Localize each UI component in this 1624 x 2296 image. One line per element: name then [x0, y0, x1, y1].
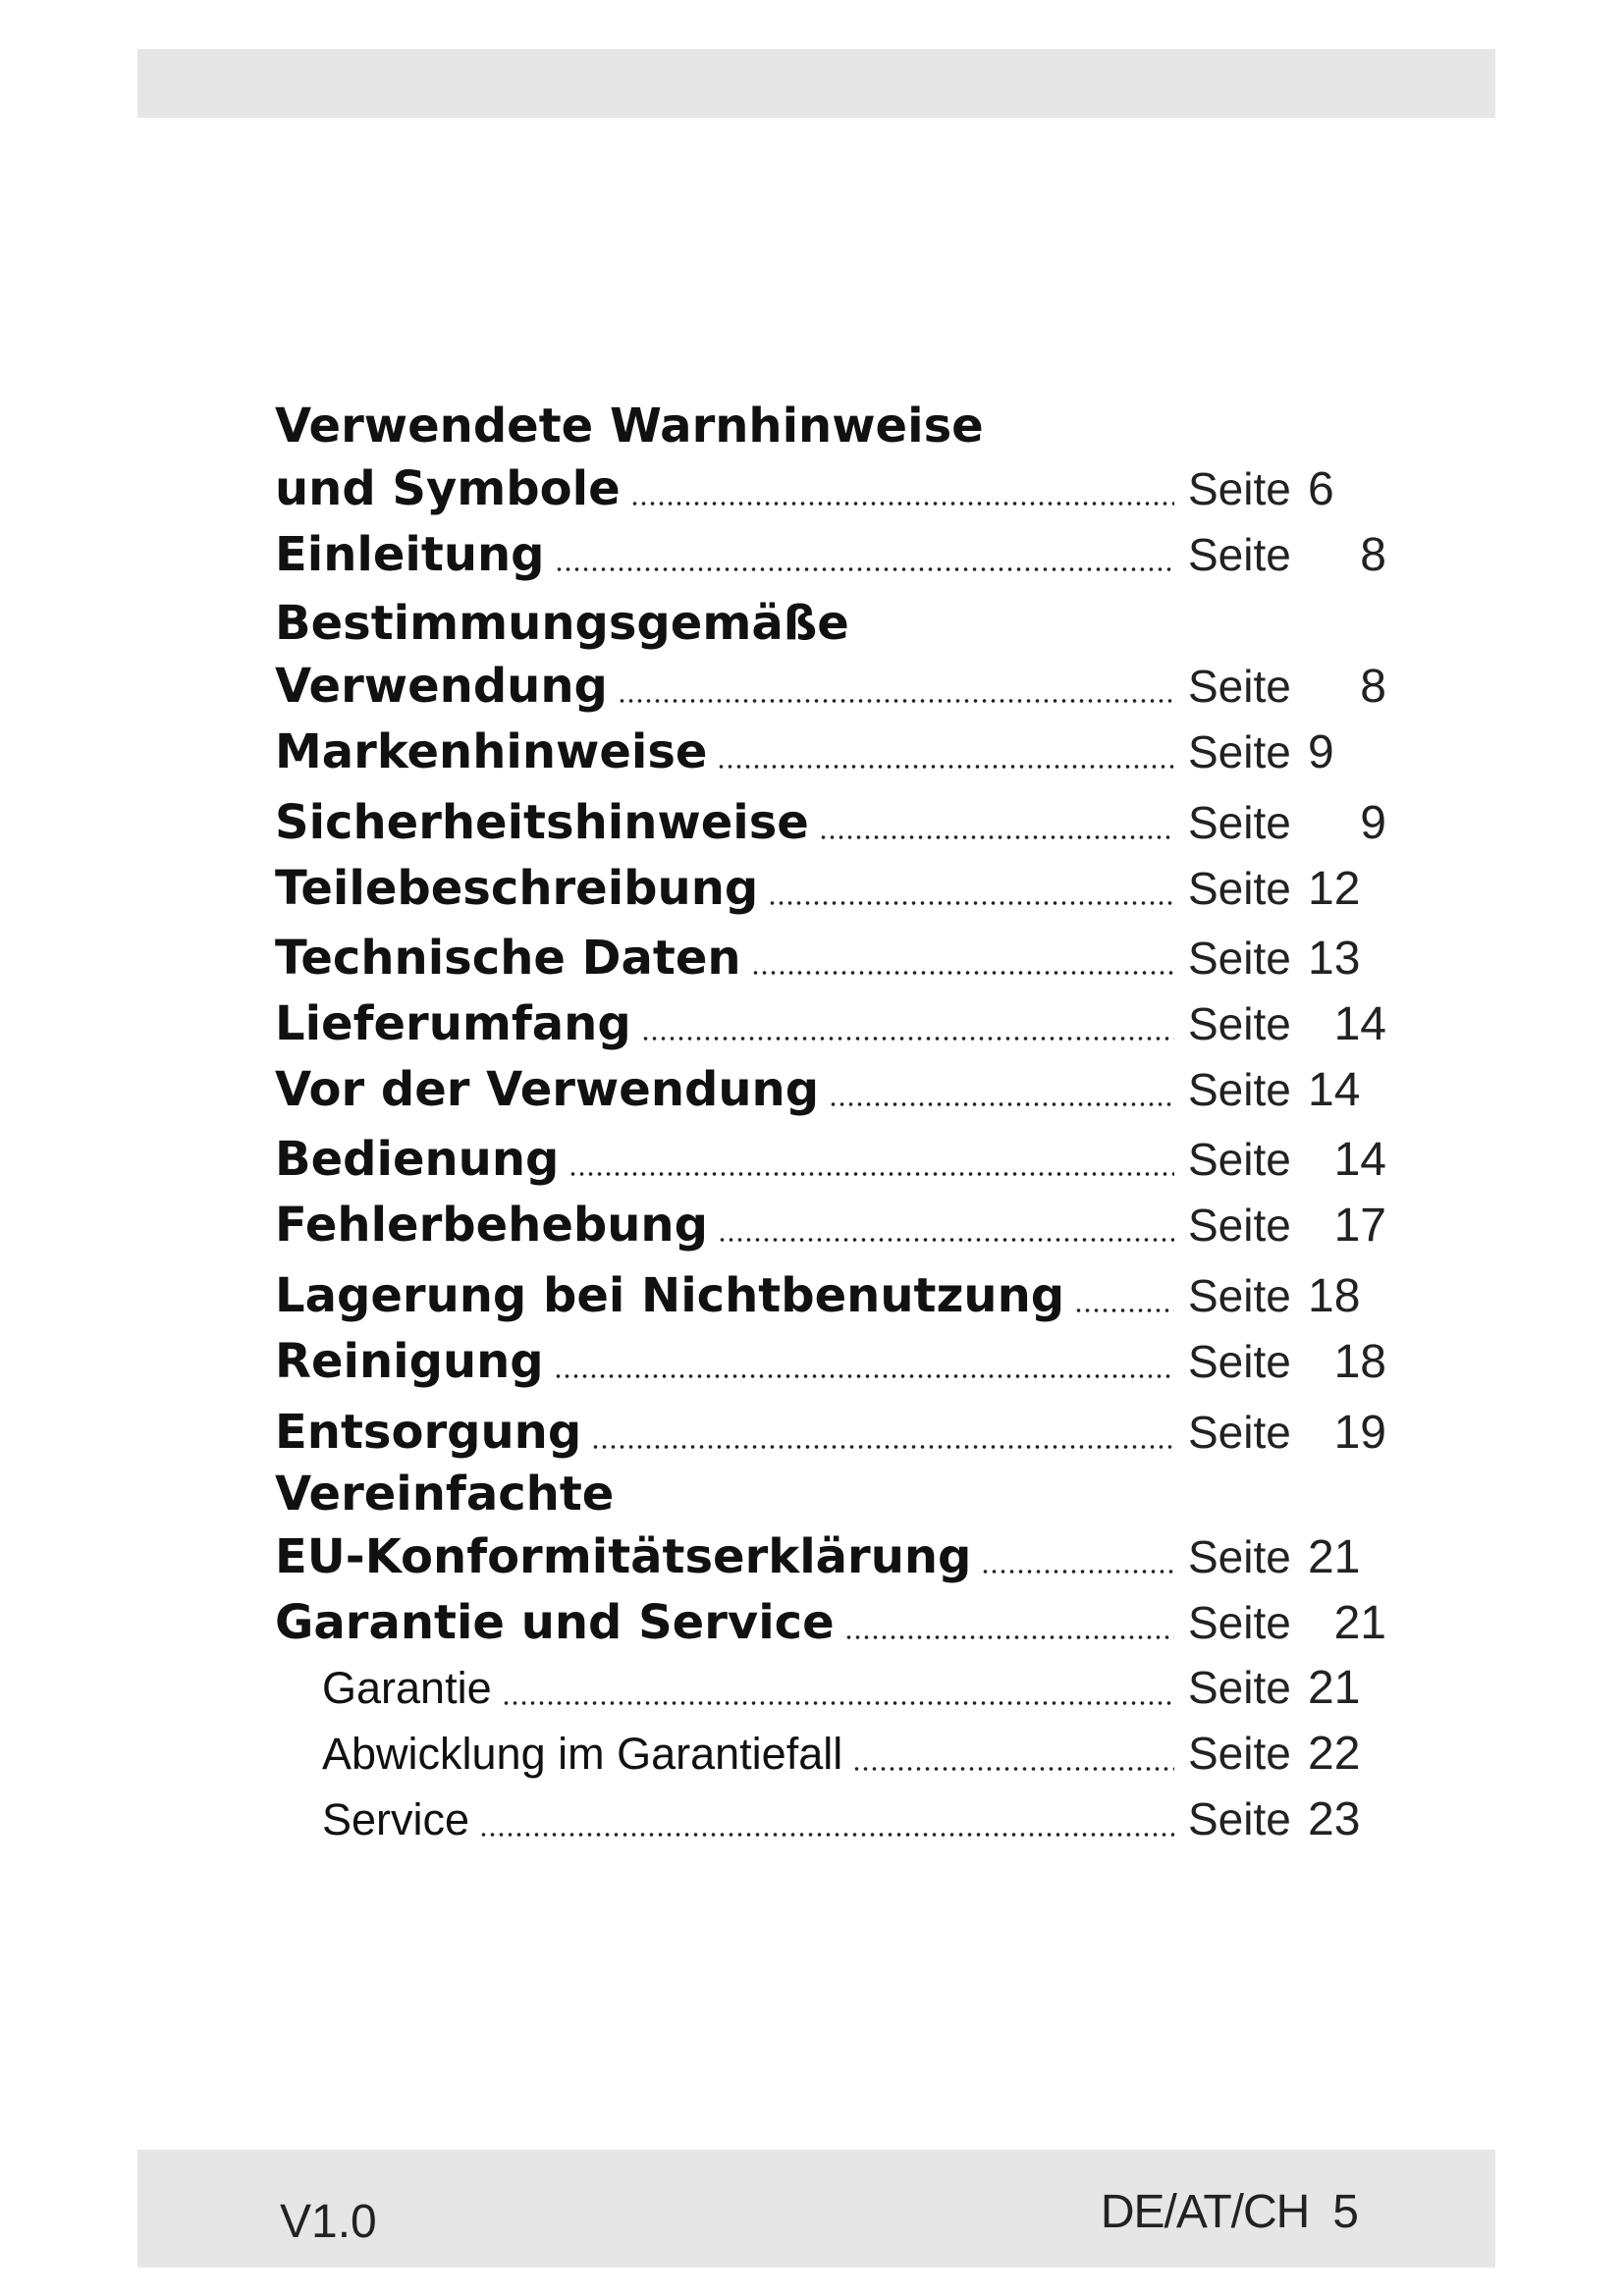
toc-entry[interactable]	[275, 1132, 1404, 1191]
page-number: 9	[1308, 726, 1334, 778]
toc-entry[interactable]	[275, 931, 1404, 989]
toc-entry-label: Einleitung	[275, 527, 545, 582]
toc-entry-label: Fehlerbehebung	[275, 1198, 708, 1253]
leader-dots	[618, 696, 1174, 706]
version-label: V1.0	[280, 2196, 377, 2248]
page-number: 6	[1308, 463, 1334, 515]
toc-entry[interactable]	[275, 1198, 1404, 1256]
toc-entry-label: EU-Konformitätserklärung	[275, 1529, 972, 1584]
leader-dots	[554, 1371, 1174, 1381]
footer-page-info	[1101, 2185, 1358, 2239]
seite-label: Seite	[1188, 726, 1291, 777]
toc-entry-label: Lagerung bei Nichtbenutzung	[275, 1268, 1065, 1323]
page-number: 19	[1333, 1407, 1386, 1459]
seite-label: Seite	[1188, 1793, 1291, 1844]
leader-dots	[829, 1099, 1174, 1109]
page-number: 8	[1360, 661, 1386, 713]
seite-label: Seite	[1188, 1407, 1291, 1458]
page-number: 23	[1308, 1793, 1361, 1845]
toc-entry-title-line1: Bestimmungsgemäße	[275, 596, 849, 651]
toc-entry-label: Markenhinweise	[275, 724, 708, 779]
page-number: 17	[1333, 1200, 1386, 1252]
leader-dots	[981, 1567, 1174, 1576]
page-number: 13	[1308, 933, 1361, 985]
leader-dots	[630, 499, 1174, 508]
seite-label: Seite	[1188, 1531, 1291, 1582]
leader-dots	[819, 832, 1174, 842]
toc-entry-label: Entsorgung	[275, 1405, 582, 1460]
leader-dots	[568, 1169, 1174, 1179]
toc-subentry-label: Garantie	[322, 1663, 492, 1713]
toc-entry[interactable]	[275, 1467, 1404, 1588]
toc-entry-label: und Symbole	[275, 461, 621, 516]
toc-entry[interactable]	[275, 1062, 1404, 1121]
seite-label: Seite	[1188, 1662, 1291, 1713]
seite-label: Seite	[1188, 1728, 1291, 1779]
toc-subentry[interactable]	[275, 1661, 1404, 1720]
page-number: 14	[1333, 998, 1386, 1050]
seite-label: Seite	[1188, 1064, 1291, 1115]
toc-entry-label: Technische Daten	[275, 931, 741, 986]
toc-entry[interactable]	[275, 724, 1404, 783]
toc-entry[interactable]	[275, 1405, 1404, 1464]
leader-dots	[852, 1764, 1174, 1774]
toc-subentry-label: Abwicklung im Garantiefall	[322, 1729, 843, 1779]
toc-entry[interactable]	[275, 527, 1404, 586]
toc-entry-label: Verwendung	[275, 659, 608, 714]
toc-subentry[interactable]	[275, 1727, 1404, 1786]
page-number: 8	[1360, 529, 1386, 581]
seite-label: Seite	[1188, 1134, 1291, 1185]
page-number: 21	[1308, 1662, 1361, 1714]
page-number: 21	[1333, 1597, 1386, 1649]
footer-page-number: 5	[1332, 2186, 1358, 2238]
leader-dots	[641, 1034, 1174, 1043]
leader-dots	[717, 762, 1174, 772]
page-number: 22	[1308, 1728, 1361, 1780]
page-number: 12	[1308, 863, 1361, 915]
seite-label: Seite	[1188, 863, 1291, 914]
toc-entry-label: Garantie und Service	[275, 1595, 835, 1650]
leader-dots	[751, 968, 1174, 978]
page-number: 18	[1333, 1336, 1386, 1388]
seite-label: Seite	[1188, 1336, 1291, 1387]
toc-entry-label: Lieferumfang	[275, 996, 631, 1051]
toc-entry[interactable]	[275, 596, 1404, 718]
page-number: 14	[1333, 1134, 1386, 1186]
page-number: 21	[1308, 1531, 1361, 1583]
page-number: 9	[1360, 797, 1386, 849]
leader-dots	[718, 1235, 1174, 1245]
toc-entry[interactable]	[275, 996, 1404, 1055]
toc-entry-title-line1: Vereinfachte	[275, 1467, 615, 1522]
toc-entry-label: Vor der Verwendung	[275, 1062, 820, 1117]
leader-dots	[502, 1698, 1174, 1708]
seite-label: Seite	[1188, 998, 1291, 1049]
seite-label: Seite	[1188, 933, 1291, 984]
toc-entry-label: Sicherheitshinweise	[275, 795, 809, 850]
toc-entry-label: Teilebeschreibung	[275, 861, 759, 916]
leader-dots	[1074, 1306, 1174, 1315]
toc-entry[interactable]	[275, 399, 1404, 520]
leader-dots	[555, 564, 1174, 574]
toc-entry-label: Reinigung	[275, 1334, 544, 1389]
seite-label: Seite	[1188, 529, 1291, 580]
toc-entry[interactable]	[275, 1595, 1404, 1654]
page-number: 18	[1308, 1270, 1361, 1322]
toc-subentry[interactable]	[275, 1792, 1404, 1851]
seite-label: Seite	[1188, 1200, 1291, 1251]
footer-band	[137, 2150, 1495, 2268]
seite-label: Seite	[1188, 1597, 1291, 1648]
page-number: 14	[1308, 1064, 1361, 1116]
leader-dots	[591, 1442, 1174, 1452]
seite-label: Seite	[1188, 1270, 1291, 1321]
toc-entry-title-line1: Verwendete Warnhinweise	[275, 399, 984, 454]
leader-dots	[479, 1830, 1174, 1840]
header-band	[137, 49, 1495, 118]
toc-subentry-label: Service	[322, 1794, 470, 1844]
seite-label: Seite	[1188, 661, 1291, 712]
toc-entry-label: Bedienung	[275, 1132, 560, 1187]
toc-entry[interactable]	[275, 795, 1404, 854]
toc-entry[interactable]	[275, 861, 1404, 920]
toc-entry[interactable]	[275, 1268, 1404, 1327]
seite-label: Seite	[1188, 797, 1291, 848]
leader-dots	[768, 898, 1174, 908]
toc-entry[interactable]	[275, 1334, 1404, 1393]
country-codes: DE/AT/CH	[1100, 2186, 1310, 2238]
leader-dots	[844, 1632, 1174, 1642]
seite-label: Seite	[1188, 463, 1291, 514]
